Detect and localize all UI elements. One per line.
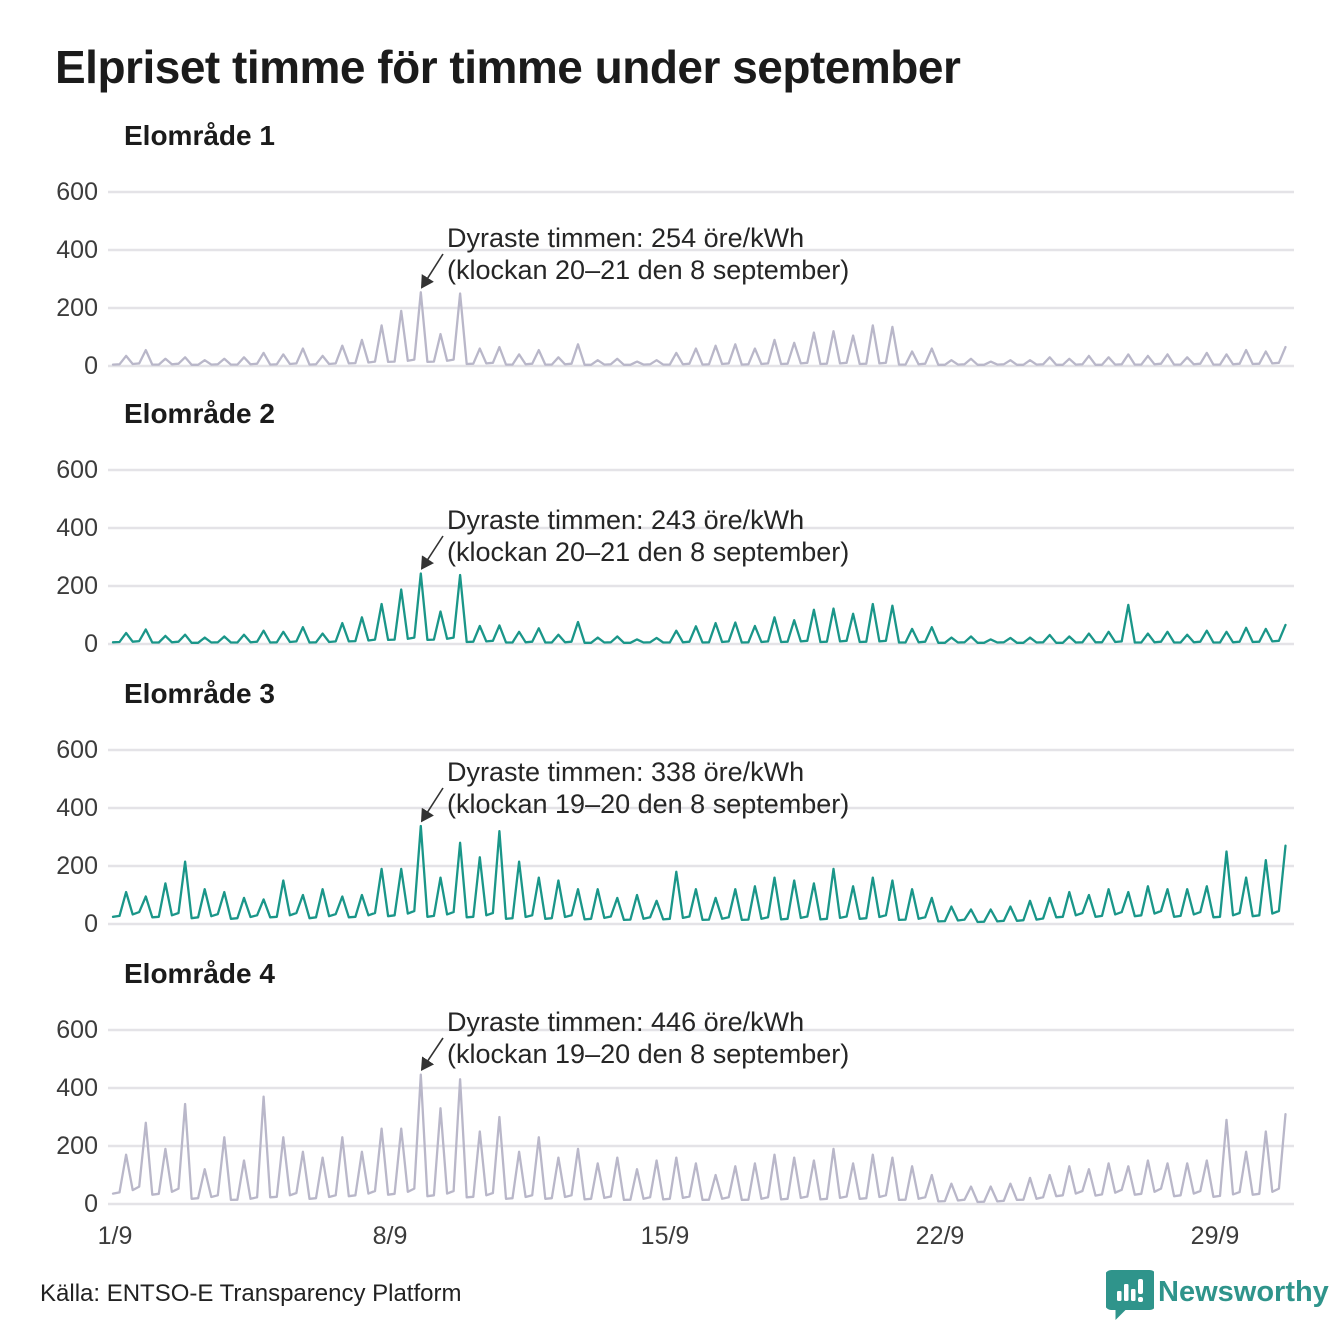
y-tick-label: 0 xyxy=(84,630,98,658)
y-tick-label: 400 xyxy=(56,236,98,264)
panel-title-elomrade-1: Elområde 1 xyxy=(124,120,275,151)
y-tick-label: 0 xyxy=(84,910,98,938)
y-tick-label: 400 xyxy=(56,794,98,822)
chart-title: Elpriset timme för timme under september xyxy=(55,41,961,93)
newsworthy-logo-icon xyxy=(1106,1268,1154,1320)
y-tick-label: 0 xyxy=(84,1190,98,1218)
x-tick-15-9: 15/9 xyxy=(640,1222,690,1250)
y-tick-label: 200 xyxy=(56,294,98,322)
annotation-panel-4 xyxy=(447,1006,849,1070)
y-tick-label: 200 xyxy=(56,1132,98,1160)
x-tick-29-9: 29/9 xyxy=(1190,1222,1240,1250)
annotation-line1: Dyraste timmen: 338 öre/kWh xyxy=(447,757,805,787)
x-tick-22-9: 22/9 xyxy=(915,1222,965,1250)
price-line-3 xyxy=(113,826,1286,922)
y-tick-label: 600 xyxy=(56,1016,98,1044)
annotation-arrow-1 xyxy=(422,254,443,287)
y-tick-label: 0 xyxy=(84,352,98,380)
y-tick-label: 400 xyxy=(56,1074,98,1102)
y-tick-label: 600 xyxy=(56,178,98,206)
y-tick-label: 200 xyxy=(56,852,98,880)
source-credit: Källa: ENTSO-E Transparency Platform xyxy=(40,1280,462,1307)
y-tick-label: 400 xyxy=(56,514,98,542)
annotation-panel-3 xyxy=(447,756,849,820)
panel-title-elomrade-2: Elområde 2 xyxy=(124,398,275,429)
annotation-line1: Dyraste timmen: 254 öre/kWh xyxy=(447,223,805,253)
annotation-panel-1 xyxy=(447,222,849,286)
price-line-2 xyxy=(113,574,1286,643)
annotation-line1: Dyraste timmen: 243 öre/kWh xyxy=(447,505,805,535)
y-tick-label: 600 xyxy=(56,736,98,764)
annotation-line2: (klockan 19–20 den 8 september) xyxy=(447,1039,850,1069)
annotation-line2: (klockan 20–21 den 8 september) xyxy=(447,537,850,567)
price-line-1 xyxy=(113,292,1286,365)
annotation-arrow-4 xyxy=(422,1038,443,1070)
annotation-panel-2 xyxy=(447,504,849,568)
annotation-line2: (klockan 20–21 den 8 september) xyxy=(447,255,850,285)
price-line-4 xyxy=(113,1075,1286,1202)
annotation-arrows xyxy=(422,254,443,1070)
x-tick-8-9: 8/9 xyxy=(372,1222,408,1250)
panel-title-elomrade-4: Elområde 4 xyxy=(124,958,275,989)
annotation-arrow-2 xyxy=(422,536,443,569)
annotation-arrow-3 xyxy=(422,788,443,821)
panel-title-elomrade-3: Elområde 3 xyxy=(124,678,275,709)
y-tick-label: 600 xyxy=(56,456,98,484)
y-tick-label: 200 xyxy=(56,572,98,600)
newsworthy-brand-text: Newsworthy xyxy=(1158,1276,1329,1308)
annotation-line2: (klockan 19–20 den 8 september) xyxy=(447,789,850,819)
x-tick-1-9: 1/9 xyxy=(97,1222,133,1250)
annotation-line1: Dyraste timmen: 446 öre/kWh xyxy=(447,1007,805,1037)
